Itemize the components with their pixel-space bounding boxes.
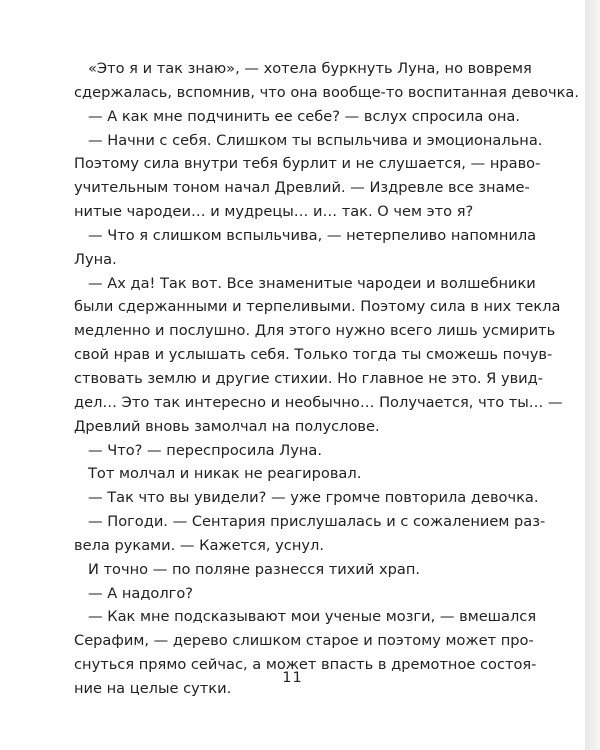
text-line: — Что? — переспросила Луна. [88, 441, 322, 459]
text-line: — Как мне подсказывают мои ученые мозги, — вмешался [88, 608, 537, 626]
text-line: Луна. [74, 250, 117, 268]
text-line: Поэтому сила внутри тебя бурлит и не слушается, — нраво- [74, 155, 541, 173]
text-line: — Начни с себя. Слишком ты вспыльчива и эмоциональна. [88, 131, 543, 149]
text-line: — Ах да! Так вот. Все знаменитые чародеи и волшебники [88, 274, 536, 292]
text-line: свой нрав и услышать себя. Только тогда ты сможешь почув- [74, 346, 553, 364]
text-line: «Это я и так знаю», — хотела буркнуть Луна, но вовремя [88, 60, 532, 77]
text-line: сдержалась, вспомнив, что она вообще-то воспитанная девочка. [74, 83, 579, 101]
page-edge [585, 0, 600, 750]
text-line: медленно и послушно. Для этого нужно всего лишь усмирить [74, 322, 556, 340]
text-line: снуться прямо сейчас, а может впасть в дремотное состоя- [74, 656, 537, 674]
text-line: Древлий вновь замолчал на полуслове. [74, 417, 380, 435]
text-line: — А надолго? [88, 584, 194, 602]
text-line: Тот молчал и никак не реагировал. [88, 465, 362, 483]
text-line: — Так что вы увидели? — уже громче повторила девочка. [88, 489, 539, 507]
text-line: вела руками. — Кажется, уснул. [74, 536, 324, 554]
text-line: дел… Это так интересно и необычно… Получается, что ты… — [74, 393, 563, 411]
text-line: — А как мне подчинить ее себе? — вслух спросила она. [88, 107, 520, 125]
text-line: ствовать землю и другие стихии. Но главное не это. Я увид- [74, 369, 544, 387]
text-line: учительным тоном начал Древлий. — Издревле все знаме- [74, 179, 530, 197]
text-line: — Погоди. — Сентария прислушалась и с сожалением раз- [88, 513, 546, 531]
text-line: Серафим, — дерево слишком старое и поэтому может про- [74, 632, 534, 650]
page-text [74, 57, 579, 701]
text-line: И точно — по поляне разнесся тихий храп. [88, 560, 421, 578]
page-number: 11 [282, 669, 303, 686]
text-line: — Что я слишком вспыльчива, — нетерпеливо напомнила [88, 226, 537, 244]
text-line: ние на целые сутки. [74, 679, 232, 697]
text-line: нитые чародеи… и мудрецы… и… так. О чем это я? [74, 203, 474, 221]
text-line: были сдержанными и терпеливыми. Поэтому сила в них текла [74, 298, 561, 316]
